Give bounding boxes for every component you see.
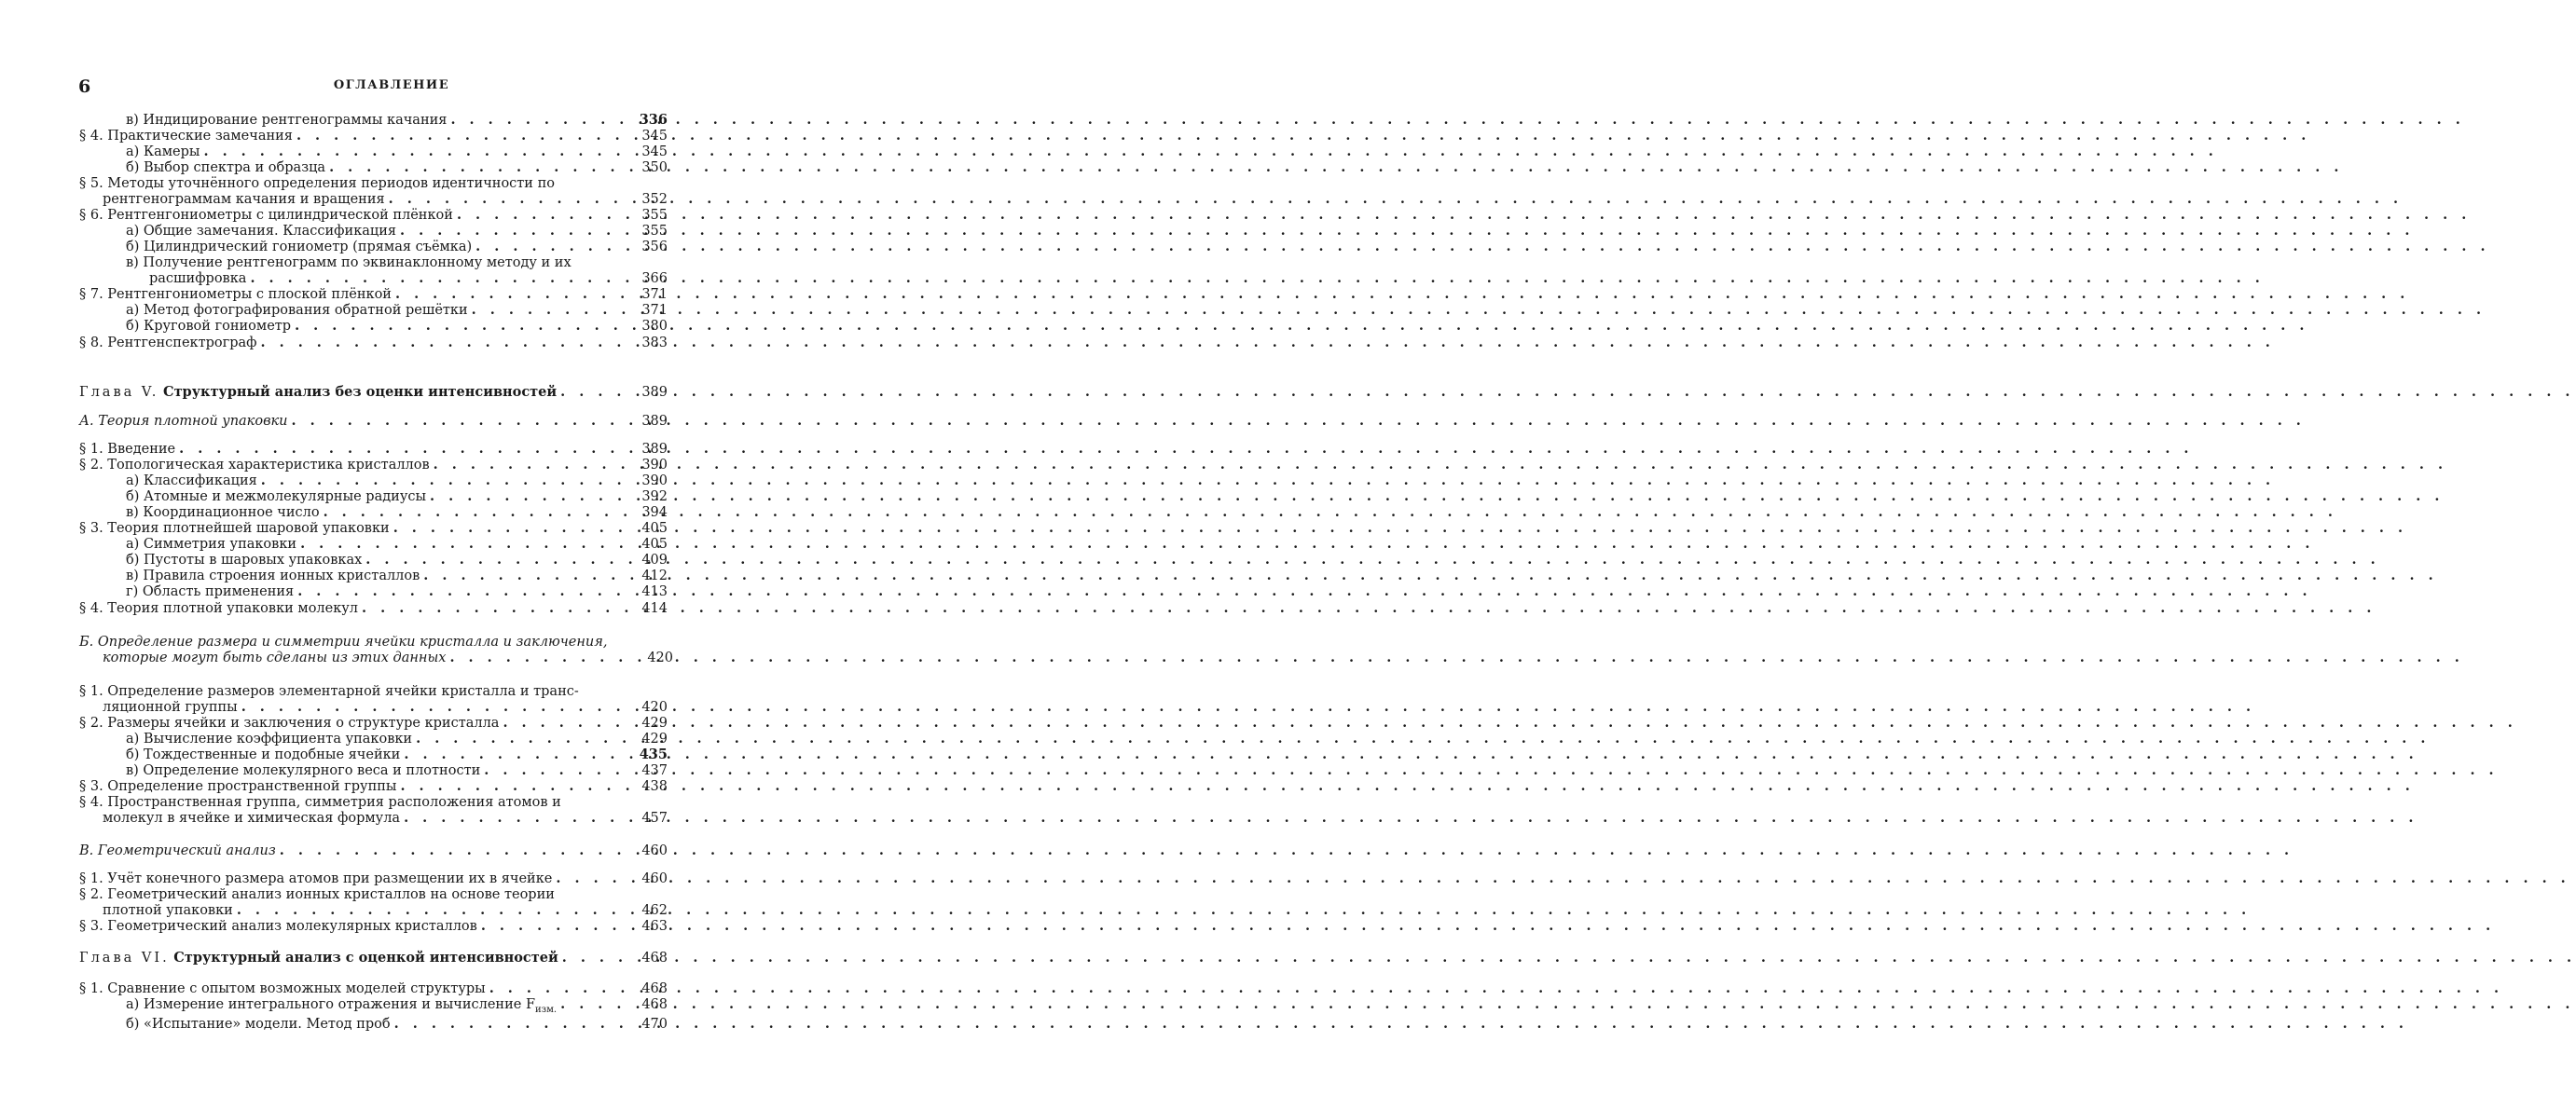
- toc-entry-text: § 1. Введение: [79, 442, 176, 457]
- toc-entry: [79, 520, 668, 537]
- toc-entry: [103, 902, 668, 919]
- toc-page-number: 460: [641, 843, 668, 858]
- subscript-text: изм.: [535, 1004, 558, 1015]
- toc-entry-text: § 3. Теория плотнейшей шаровой упаковки: [79, 521, 390, 536]
- toc-entry: [126, 731, 668, 747]
- toc-page-number: 412: [641, 569, 668, 583]
- toc-page-number: 435: [639, 747, 668, 762]
- toc-entry: [79, 870, 668, 887]
- toc-entry: [79, 128, 668, 144]
- toc-entry-text: § 1. Определение размеров элементарной ячейки кристалла и транс-: [79, 684, 579, 699]
- toc-page-number: 460: [641, 871, 668, 886]
- toc-entry-text: § 2. Топологическая характеристика кристаллов: [79, 458, 430, 473]
- toc-page-number: 356: [641, 240, 668, 254]
- toc-page-number: 345: [641, 129, 668, 144]
- toc-entry-text: б) Тождественные и подобные ячейки: [126, 747, 401, 762]
- toc-entry-text: § 3. Определение пространственной группы: [79, 779, 397, 794]
- toc-entry: [126, 239, 668, 255]
- toc-entry-text: а) Вычисление коэффициента упаковки: [126, 732, 413, 747]
- toc-page-number: 394: [641, 505, 668, 520]
- toc-page-number: 463: [641, 919, 668, 934]
- toc-entry: [79, 715, 668, 732]
- toc-entry-text: б) Атомные и межмолекулярные радиусы: [126, 489, 427, 504]
- toc-page-number: 413: [641, 584, 668, 599]
- toc-page-number: 438: [641, 779, 668, 794]
- toc-entry: [79, 778, 668, 795]
- toc-page-number: 371: [641, 303, 668, 318]
- toc-page-number: 429: [641, 716, 668, 731]
- toc-entry: [126, 747, 668, 763]
- chapter-heading: [79, 384, 668, 401]
- toc-entry-text: § 5. Методы уточнённого определения периодов идентичности по: [79, 176, 555, 191]
- toc-entry-text: а) Симметрия упаковки: [126, 537, 297, 552]
- toc-page-number: 429: [641, 732, 668, 747]
- toc-entry: [149, 270, 668, 287]
- toc-page-number: 468: [641, 981, 668, 996]
- toc-page-number: 470: [641, 1017, 668, 1032]
- toc-page-number: 355: [641, 224, 668, 239]
- toc-page-number: 462: [641, 903, 668, 918]
- section-heading: [79, 843, 668, 859]
- toc-page-number: 405: [641, 521, 668, 536]
- toc-page-number: 405: [641, 537, 668, 552]
- toc-entry-text: плотной упаковки: [103, 903, 233, 918]
- toc-page-number: 336: [639, 112, 668, 128]
- running-title: ОГЛАВЛЕНИЕ: [333, 78, 450, 92]
- toc-entry-text: § 2. Геометрический анализ ионных кристаллов на основе теории: [79, 887, 555, 902]
- toc-page-number: 390: [641, 458, 668, 473]
- toc-entry: [126, 223, 668, 240]
- toc-entry: [126, 1016, 668, 1033]
- toc-entry-text: § 4. Пространственная группа, симметрия расположения атомов и: [79, 795, 561, 810]
- toc-entry-text: § 1. Сравнение с опытом возможных моделей структуры: [79, 981, 486, 996]
- toc-page-number: 414: [641, 601, 668, 616]
- toc-entry-text: в) Координационное число: [126, 505, 320, 520]
- chapter-title: Структурный анализ с оценкой интенсивностей: [173, 950, 558, 966]
- toc-entry: [79, 335, 668, 351]
- toc-entry-text: § 4. Теория плотной упаковки молекул: [79, 601, 359, 616]
- chapter-title: Структурный анализ без оценки интенсивностей: [163, 384, 558, 400]
- toc-entry-text: которые могут быть сделаны из этих данных: [103, 651, 447, 665]
- toc-entry: [126, 488, 668, 505]
- toc-entry: [126, 302, 668, 319]
- toc-entry-text: а) Классификация: [126, 473, 257, 488]
- toc-entry-text: б) Круговой гониометр: [126, 319, 292, 334]
- toc-page-number: 468: [641, 951, 668, 966]
- toc-page-number: 389: [641, 414, 668, 429]
- toc-entry: [79, 286, 668, 303]
- section-heading: Б. Определение размера и симметрии ячейки кристалла и заключения,: [79, 635, 608, 650]
- toc-entry: [103, 699, 668, 716]
- toc-entry-text: б) Выбор спектра и образца: [126, 160, 326, 175]
- toc-page-number: 437: [641, 763, 668, 778]
- toc-entry: [103, 810, 668, 827]
- chapter-label: Глава V.: [79, 385, 159, 400]
- toc-page-number: 392: [641, 489, 668, 504]
- toc-entry: [126, 473, 668, 489]
- toc-entry-text: г) Область применения: [126, 584, 295, 599]
- toc-page-number: 345: [641, 144, 668, 159]
- toc-entry: [126, 159, 668, 176]
- toc-page-number: 409: [641, 553, 668, 568]
- toc-entry-text: § 7. Рентгенгониометры с плоской плёнкой: [79, 287, 392, 302]
- toc-page-number: 468: [641, 997, 668, 1012]
- toc-page-number: 389: [641, 385, 668, 400]
- toc-page-number: 389: [641, 442, 668, 457]
- toc-page-number: 383: [641, 336, 668, 350]
- toc-entry-text: в) Индицирование рентгенограммы качания: [126, 113, 448, 128]
- toc-entry: [79, 441, 668, 458]
- toc-entry-text: молекул в ячейке и химическая формула: [103, 811, 401, 826]
- toc-entry-text: в) Правила строения ионных кристаллов: [126, 569, 420, 583]
- toc-entry-text: § 3. Геометрический анализ молекулярных кристаллов: [79, 919, 477, 934]
- toc-entry: [126, 552, 668, 569]
- toc-entry-text: § 6. Рентгенгониометры с цилиндрической плёнкой: [79, 208, 453, 223]
- toc-entry: [126, 144, 668, 160]
- toc-entry-text: ляционной группы: [103, 700, 238, 715]
- chapter-label: Глава VI.: [79, 951, 170, 966]
- toc-entry-text: В. Геометрический анализ: [79, 843, 276, 858]
- toc-entry-text: § 4. Практические замечания: [79, 129, 293, 144]
- toc-entry: [79, 207, 668, 224]
- toc-entry-text: в) Получение рентгенограмм по эквинаклонному методу и их: [126, 255, 572, 270]
- toc-page-number: 352: [641, 192, 668, 207]
- toc-entry-text: б) Цилиндрический гониометр (прямая съёмка): [126, 240, 473, 254]
- toc-entry-text: рентгенограммам качания и вращения: [103, 192, 385, 207]
- toc-entry: [79, 457, 668, 473]
- toc-entry: [126, 762, 668, 779]
- toc-page-number: 366: [641, 271, 668, 286]
- toc-page-number: 350: [641, 160, 668, 175]
- toc-entry-text: а) Измерение интегрального отражения и вычисление F: [126, 997, 536, 1012]
- section-heading: [79, 413, 668, 430]
- toc-entry: [103, 191, 668, 208]
- toc-page-number: 457: [641, 811, 668, 826]
- chapter-heading: [79, 950, 668, 966]
- toc-entry: [126, 568, 668, 584]
- toc-entry: [79, 980, 668, 997]
- toc-entry: [103, 650, 673, 666]
- toc-entry-text: § 8. Рентгенспектрограф: [79, 336, 257, 350]
- toc-page-number: 380: [641, 319, 668, 334]
- toc-entry: [126, 112, 668, 129]
- toc-entry: [126, 536, 668, 553]
- toc-page-number: 420: [641, 700, 668, 715]
- toc-entry-text: § 1. Учёт конечного размера атомов при размещении их в ячейке: [79, 871, 553, 886]
- toc-entry: [126, 318, 668, 335]
- toc-entry-text: § 2. Размеры ячейки и заключения о структуре кристалла: [79, 716, 500, 731]
- toc-page-number: 355: [641, 208, 668, 223]
- toc-entry-text: а) Метод фотографирования обратной решётки: [126, 303, 468, 318]
- toc-entry-text: в) Определение молекулярного веса и плотности: [126, 763, 481, 778]
- toc-entry: [79, 600, 668, 617]
- toc-entry-text: а) Камеры: [126, 144, 200, 159]
- toc-entry-text: б) «Испытание» модели. Метод проб: [126, 1017, 391, 1032]
- toc-page-number: 371: [641, 287, 668, 302]
- toc-entry: [126, 583, 668, 600]
- toc-entry: [126, 504, 668, 521]
- page-number: 6: [78, 76, 91, 97]
- toc-page-number: 390: [641, 473, 668, 488]
- toc-entry-text: а) Общие замечания. Классификация: [126, 224, 397, 239]
- toc-page-number: 420: [647, 651, 673, 665]
- toc-entry: [79, 918, 668, 935]
- toc-entry-text: расшифровка: [149, 271, 247, 286]
- toc-entry-text: А. Теория плотной упаковки: [79, 414, 288, 429]
- toc-entry-text: б) Пустоты в шаровых упаковках: [126, 553, 363, 568]
